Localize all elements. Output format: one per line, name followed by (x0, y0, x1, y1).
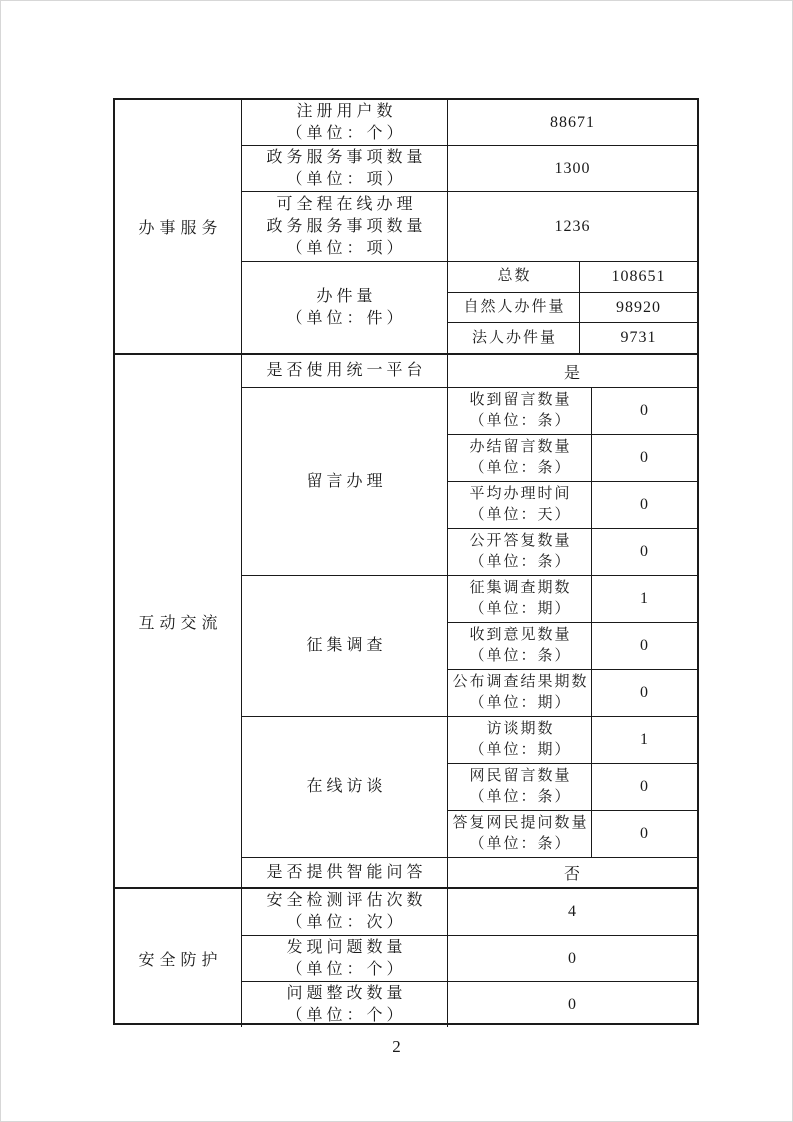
report-table (113, 98, 699, 1025)
sub-label-line: 公开答复数量 (469, 533, 572, 549)
sub-value-cell: 0 (640, 684, 649, 701)
sub-label-line: 法人办件量 (471, 329, 557, 346)
sub-unit-line: （单位：条） (469, 836, 572, 852)
item-label-line: 可全程在线办理 (276, 195, 417, 213)
subrows (448, 717, 697, 857)
item-label-cell (242, 982, 448, 1027)
section-interaction (115, 353, 697, 887)
item-label-line: 是否使用统一平台 (266, 362, 427, 379)
sub-unit-line: （单位：条） (469, 460, 572, 476)
sub-unit-line: （单位：条） (469, 789, 572, 805)
item-label-cell (242, 717, 448, 857)
item-unit-line: （单位：项） (286, 239, 407, 257)
sub-label-line: 收到留言数量 (469, 392, 572, 408)
sub-value-cell: 0 (640, 543, 649, 560)
category-label: 安全防护 (138, 951, 223, 969)
category-cell-interaction (115, 355, 242, 887)
item-label-line: 办件量 (316, 287, 377, 305)
subrows (448, 262, 697, 353)
subrow-messages-received (448, 388, 697, 434)
item-label-line: 安全检测评估次数 (266, 892, 427, 909)
sub-value-cell: 0 (640, 778, 649, 795)
subrow-public-replies (448, 528, 697, 575)
sub-unit-line: （单位：期） (469, 601, 572, 617)
item-unit-line: （单位：个） (286, 960, 407, 978)
table-row-survey (242, 575, 697, 716)
table-row-smart-qa (242, 857, 697, 887)
sub-label-cell (448, 529, 592, 575)
item-unit-line: （单位：项） (286, 170, 407, 188)
table-row-case-volume (242, 261, 697, 353)
item-label-cell (242, 192, 448, 261)
item-label-line: 是否提供智能问答 (266, 863, 427, 881)
sub-value-cell: 0 (640, 825, 649, 842)
sub-label-line: 访谈期数 (486, 721, 555, 737)
value-cell: 4 (568, 903, 577, 920)
item-label-cell (242, 355, 448, 387)
value-cell: 88671 (550, 113, 595, 131)
value-cell: 是 (563, 364, 581, 382)
sub-value-cell: 1 (640, 590, 649, 607)
subrow-avg-handling-time (448, 481, 697, 528)
table-row-online-interview (242, 716, 697, 857)
item-unit-line: （单位：个） (286, 124, 407, 142)
subrow-survey-issues (448, 576, 697, 622)
sub-value-cell: 1 (640, 731, 649, 748)
item-label-line: 在线访谈 (306, 778, 387, 795)
sub-unit-line: （单位：天） (469, 507, 572, 523)
item-unit-line: （单位：个） (286, 1006, 407, 1024)
sub-value-cell: 0 (640, 449, 649, 466)
sub-label-cell (448, 576, 592, 622)
sub-label-line: 征集调查期数 (469, 580, 572, 596)
table-row-unified-platform (242, 355, 697, 387)
subrows (448, 388, 697, 575)
category-cell-security (115, 889, 242, 1027)
item-label-line: 征集调查 (306, 637, 387, 654)
sub-label-cell (448, 323, 580, 353)
sub-label-line: 公布调查结果期数 (452, 674, 589, 690)
value-cell: 0 (568, 949, 577, 967)
sub-label-cell (448, 717, 592, 763)
sub-unit-line: （单位：条） (469, 648, 572, 664)
item-label-cell (242, 576, 448, 716)
sub-unit-line: （单位：条） (469, 554, 572, 570)
section-body (242, 889, 697, 1027)
item-label-cell (242, 889, 448, 935)
item-label-cell (242, 146, 448, 191)
item-label-cell (242, 262, 448, 353)
sub-value-cell: 0 (640, 402, 649, 419)
table-row-security-checks (242, 889, 697, 935)
subrow-total (448, 262, 697, 292)
item-label-cell (242, 936, 448, 981)
table-row-online-items (242, 191, 697, 261)
item-label-cell (242, 858, 448, 887)
sub-label-cell (448, 811, 592, 857)
subrow-results-published (448, 669, 697, 716)
sub-value-cell: 108651 (611, 267, 666, 285)
sub-label-line: 收到意见数量 (469, 627, 572, 643)
item-label-cell (242, 100, 448, 145)
sub-label-cell (448, 293, 580, 323)
item-label-line: 留言办理 (306, 472, 387, 490)
section-security (115, 887, 697, 1027)
sub-value-cell: 98920 (616, 298, 661, 316)
value-cell: 否 (563, 866, 581, 883)
sub-label-cell (448, 482, 592, 528)
sub-value-cell: 9731 (620, 329, 657, 347)
page-number: 2 (392, 1037, 401, 1056)
sub-unit-line: （单位：期） (469, 695, 572, 711)
sub-unit-line: （单位：条） (469, 413, 572, 429)
item-label-cell (242, 388, 448, 575)
sub-label-line: 办结留言数量 (469, 439, 572, 455)
item-label-line: 政务服务事项数量 (266, 148, 427, 166)
subrow-natural-person (448, 292, 697, 323)
subrow-legal-person (448, 322, 697, 353)
section-service (115, 100, 697, 353)
sub-label-line: 自然人办件量 (463, 299, 566, 315)
table-row-problems-fixed (242, 981, 697, 1027)
table-row-problems-found (242, 935, 697, 981)
sub-label-line: 总数 (497, 268, 532, 285)
table-row-registered-users (242, 100, 697, 145)
category-cell-service (115, 100, 242, 353)
subrows (448, 576, 697, 716)
sub-label-cell (448, 388, 592, 434)
value-cell: 1236 (554, 217, 591, 235)
sub-label-line: 网民留言数量 (469, 768, 572, 784)
sub-label-cell (448, 435, 592, 481)
item-unit-line: （单位：次） (286, 914, 407, 931)
category-label: 互动交流 (138, 614, 223, 632)
sub-label-cell (448, 764, 592, 810)
subrow-netizen-messages (448, 763, 697, 810)
sub-value-cell: 0 (640, 496, 649, 513)
section-body (242, 100, 697, 353)
section-body (242, 355, 697, 887)
item-unit-line: （单位：件） (286, 309, 407, 327)
table-row-service-items (242, 145, 697, 191)
sub-label-line: 答复网民提问数量 (452, 815, 589, 831)
value-cell: 1300 (554, 159, 591, 177)
subrow-interview-issues (448, 717, 697, 763)
item-label-line: 发现问题数量 (286, 938, 407, 956)
sub-label-cell (448, 670, 592, 716)
item-label-line: 注册用户数 (296, 102, 397, 120)
subrow-questions-answered (448, 810, 697, 857)
sub-label-line: 平均办理时间 (469, 486, 572, 502)
item-label-line: 政务服务事项数量 (266, 217, 427, 235)
subrow-messages-resolved (448, 434, 697, 481)
sub-label-cell (448, 623, 592, 669)
subrow-opinions-received (448, 622, 697, 669)
value-cell: 0 (568, 995, 577, 1013)
table-row-message-handling (242, 387, 697, 575)
sub-label-cell (448, 262, 580, 292)
item-label-line: 问题整改数量 (286, 984, 407, 1002)
sub-value-cell: 0 (640, 637, 649, 654)
sub-unit-line: （单位：期） (469, 742, 572, 758)
category-label: 办事服务 (138, 220, 223, 237)
